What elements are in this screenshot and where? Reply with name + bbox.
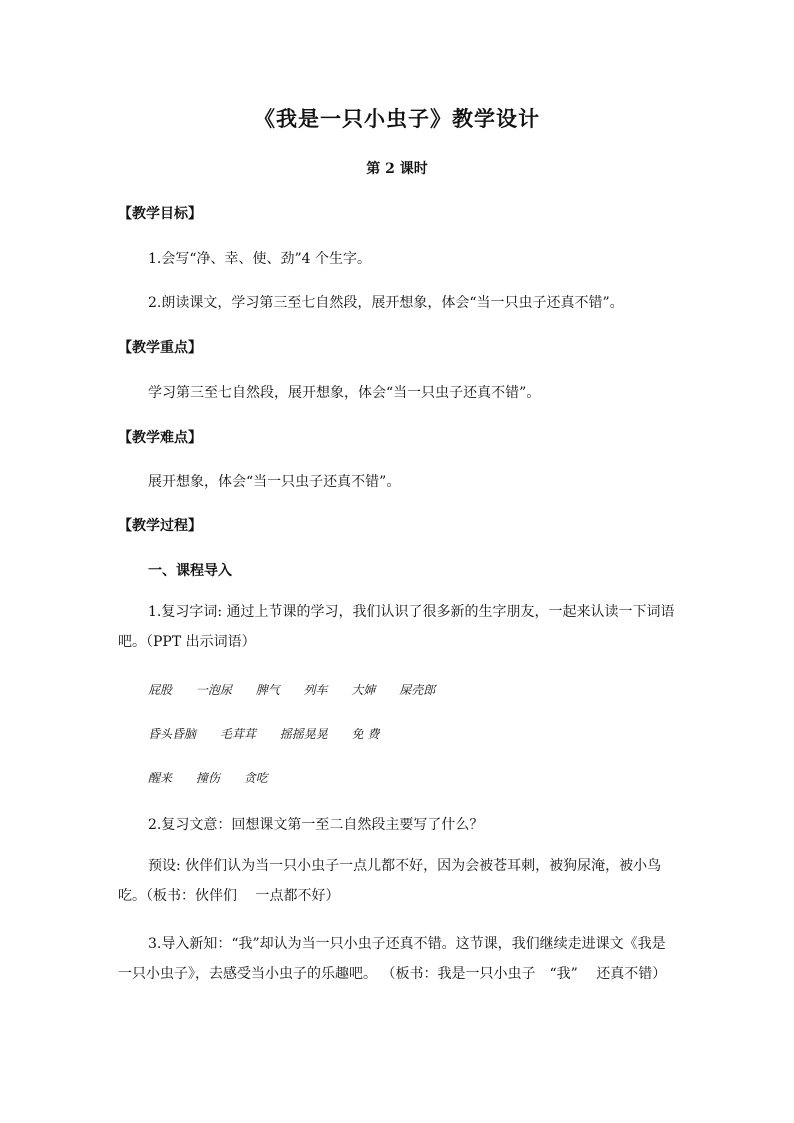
key-points-text: 学习第三至七自然段，展开想象，体会“当一只虫子还真不错”。 <box>148 385 541 401</box>
difficulties-heading: 【教学难点】 <box>118 430 202 446</box>
word-item: 撞伤 <box>195 771 220 785</box>
word-item: 屁股 <box>148 683 173 697</box>
word-item: 摇摇晃晃 <box>279 727 328 741</box>
goal-item-1: 1.会写“净、幸、使、劲”4 个生字。 <box>148 251 372 267</box>
word-item: 屎壳郎 <box>399 683 436 697</box>
word-item: 醒来 <box>148 771 173 785</box>
word-item: 一泡尿 <box>195 683 232 697</box>
step-review-words: 1.复习字词: 通过上节课的学习，我们认识了很多新的生字朋友，一起来认读一下词语吧。（PPT 出示词语） <box>118 604 675 650</box>
goals-heading: 【教学目标】 <box>118 206 202 222</box>
word-item: 大婶 <box>351 683 376 697</box>
step-review-meaning: 2.复习文意：回想课文第一至二自然段主要写了什么？ <box>148 817 484 833</box>
process-heading: 【教学过程】 <box>118 518 202 534</box>
page-title: 《我是一只小虫子》教学设计 <box>254 106 540 131</box>
word-list-row-3 <box>148 769 288 786</box>
word-item: 昏头昏脑 <box>148 727 197 741</box>
preset-answer: 预设: 伙伴们认为当一只小虫子一点儿都不好，因为会被苍耳刺，被狗尿淹，被小鸟吃。（板书：伙伴们 一点都不好） <box>118 858 662 904</box>
difficulties-text: 展开想象，体会“当一只虫子还真不错”。 <box>148 474 401 490</box>
section-intro-heading: 一、课程导入 <box>148 563 232 579</box>
key-points-heading: 【教学重点】 <box>118 340 202 356</box>
word-item: 贪吃 <box>243 771 268 785</box>
step-new-lesson: 3.导入新知：“我”却认为当一只小虫子还真不错。这节课，我们继续走进课文《我是一只小虫子》，去感受当小虫子的乐趣吧。 （板书：我是一只小虫子 “我” 还真不错） <box>118 936 667 982</box>
word-list-row-2 <box>148 725 399 742</box>
word-list-row-1 <box>148 681 455 698</box>
word-item: 脾气 <box>255 683 280 697</box>
goal-item-2: 2.朗读课文，学习第三至七自然段，展开想象，体会“当一只虫子还真不错”。 <box>148 295 624 311</box>
word-item: 毛茸茸 <box>219 727 256 741</box>
lesson-number: 第 2 课时 <box>366 161 428 177</box>
word-item: 免 费 <box>351 727 380 741</box>
word-item: 列车 <box>303 683 328 697</box>
